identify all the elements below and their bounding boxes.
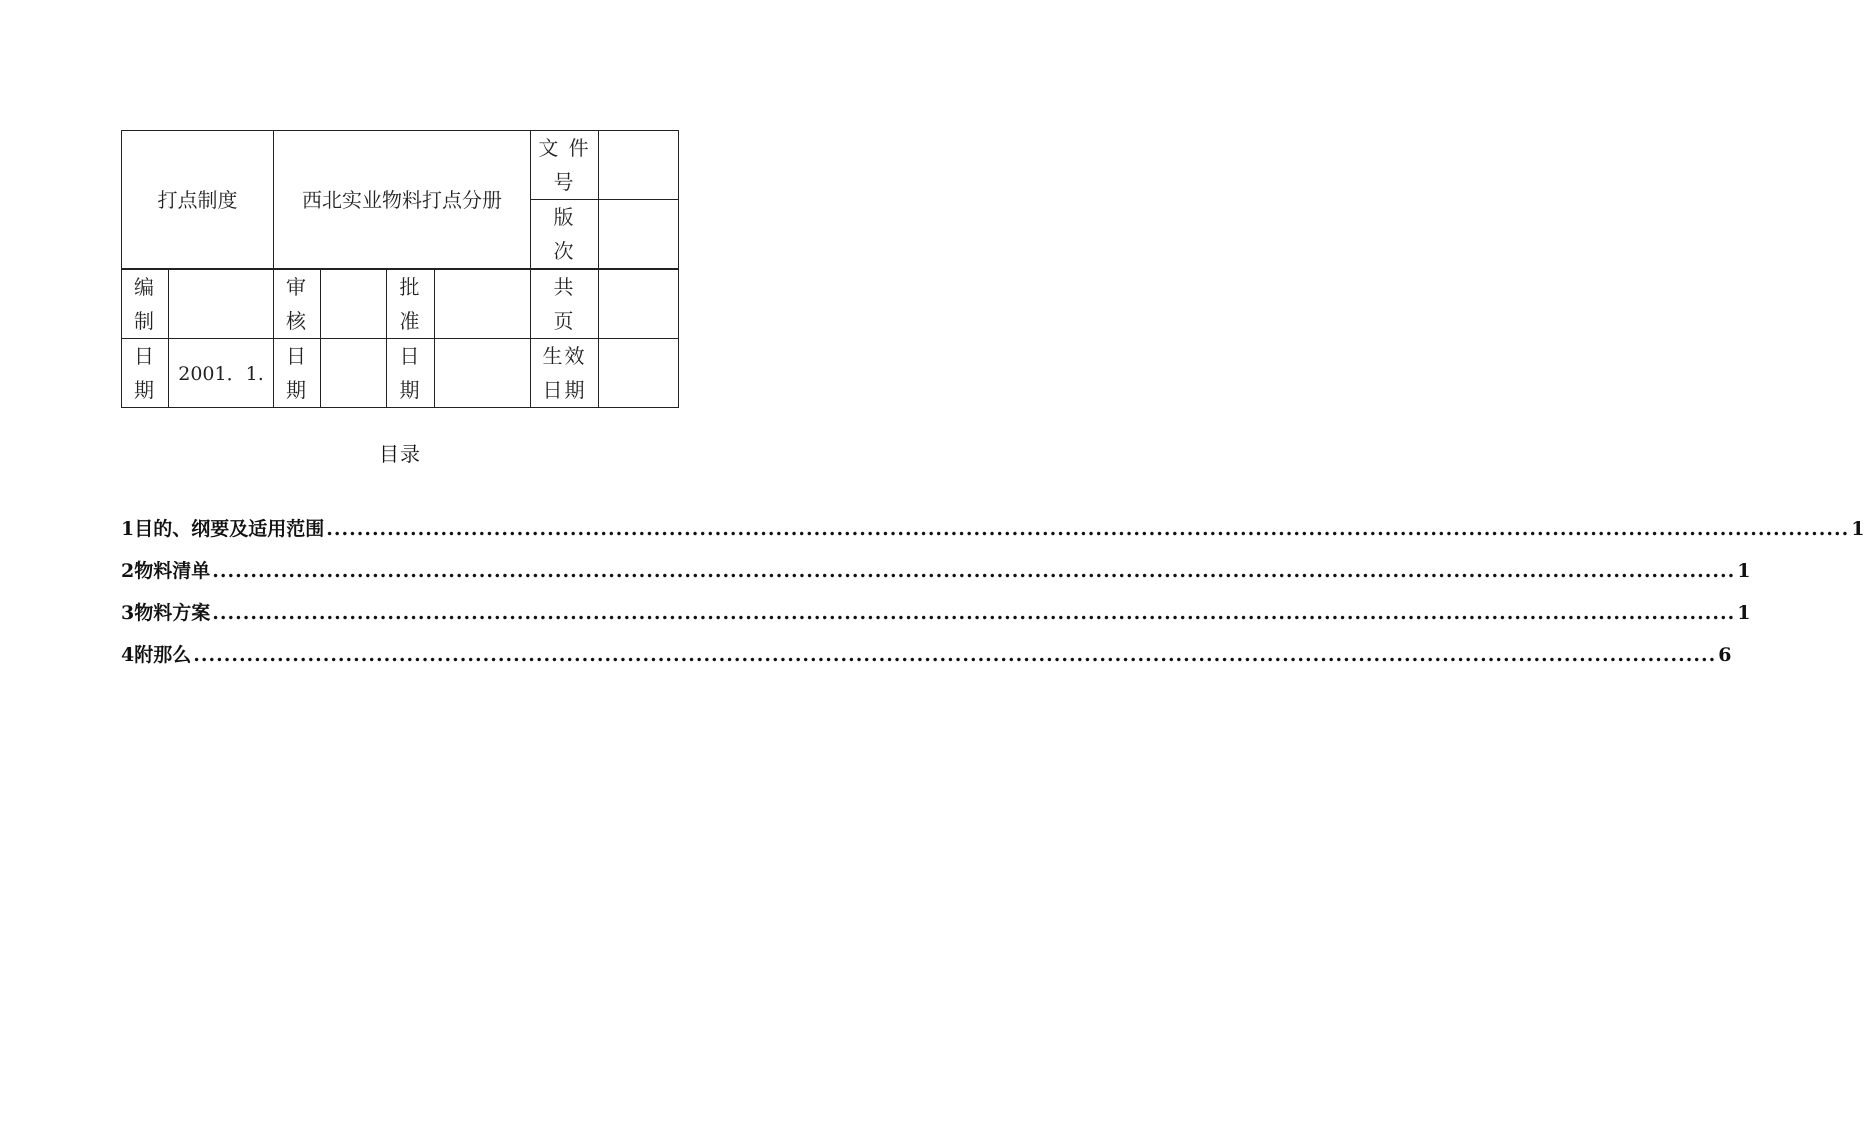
table-of-contents <box>121 508 1864 676</box>
system-name-cell <box>122 131 274 270</box>
date-value: 2001．1. <box>178 362 264 385</box>
toc-item-page: 1 <box>1737 560 1751 582</box>
manual-title-cell <box>274 131 531 270</box>
compiled-value-cell <box>169 269 274 339</box>
toc-item-text: 物料清单 <box>134 560 211 582</box>
approved-value-cell <box>435 269 531 339</box>
approve-date-label-line2: 期 <box>399 378 422 402</box>
compiled-label-cell <box>122 269 169 339</box>
total-pages-label-line2: 页 <box>553 309 576 333</box>
toc-item-text: 附那么 <box>134 644 192 666</box>
toc-item-2[interactable] <box>121 550 1751 592</box>
approved-label-line2: 准 <box>399 309 422 333</box>
total-pages-label-cell <box>531 269 599 339</box>
compiled-label-line2: 制 <box>134 309 156 333</box>
date-value-cell <box>169 339 274 408</box>
review-date-value-cell <box>321 339 387 408</box>
toc-item-text: 物料方案 <box>134 602 211 624</box>
effective-date-value-cell <box>599 339 679 408</box>
reviewed-label-line1: 审 <box>286 275 308 299</box>
approve-date-label-cell <box>387 339 435 408</box>
date-label-cell <box>122 339 169 408</box>
system-name: 打点制度 <box>157 187 238 212</box>
toc-item-number: 3 <box>121 602 135 624</box>
reviewed-label-line2: 核 <box>286 309 308 333</box>
toc-item-page: 6 <box>1718 644 1732 666</box>
effective-date-label-line2: 日期 <box>542 378 587 402</box>
review-date-label-line2: 期 <box>286 378 308 402</box>
toc-item-4[interactable] <box>121 634 1732 676</box>
approved-label-line1: 批 <box>399 275 422 299</box>
approve-date-value-cell <box>435 339 531 408</box>
doc-no-value-cell <box>599 131 679 200</box>
toc-item-number: 1 <box>121 518 135 540</box>
approved-label-cell <box>387 269 435 339</box>
toc-title: 目录 <box>379 442 421 466</box>
toc-leader-dots: ........................................................................................................................................................................................................ <box>212 602 1736 624</box>
version-label-cell <box>531 200 599 270</box>
toc-item-1[interactable] <box>121 508 1864 550</box>
date-label-line2: 期 <box>134 378 156 402</box>
reviewed-label-cell <box>274 269 321 339</box>
manual-title: 西北实业物料打点分册 <box>302 187 502 212</box>
version-label-line1: 版 <box>553 205 576 229</box>
version-value-cell <box>599 200 679 270</box>
review-date-label-line1: 日 <box>286 344 308 368</box>
toc-item-number: 4 <box>121 644 135 666</box>
toc-item-number: 2 <box>121 560 135 582</box>
doc-no-label-line2: 号 <box>553 170 576 194</box>
doc-no-label-cell <box>531 131 599 200</box>
compiled-label-line1: 编 <box>134 275 156 299</box>
version-label-line2: 次 <box>553 239 576 263</box>
total-pages-label-line1: 共 <box>553 275 576 299</box>
toc-item-3[interactable] <box>121 592 1751 634</box>
toc-item-page: 1 <box>1851 518 1864 540</box>
toc-leader-dots: ........................................................................................................................................................................................................ <box>326 518 1850 540</box>
toc-item-page: 1 <box>1737 602 1751 624</box>
approve-date-label-line1: 日 <box>399 344 422 368</box>
effective-date-label-line1: 生效 <box>542 344 587 368</box>
header-table <box>121 130 679 408</box>
review-date-label-cell <box>274 339 321 408</box>
reviewed-value-cell <box>321 269 387 339</box>
toc-leader-dots: ........................................................................................................................................................................................................ <box>212 560 1736 582</box>
toc-leader-dots: ........................................................................................................................................................................................................ <box>193 644 1717 666</box>
effective-date-label-cell <box>531 339 599 408</box>
doc-no-label-line1: 文 件 <box>538 136 591 160</box>
date-label-line1: 日 <box>134 344 156 368</box>
toc-item-text: 目的、纲要及适用范围 <box>134 518 325 540</box>
total-pages-value-cell <box>599 269 679 339</box>
